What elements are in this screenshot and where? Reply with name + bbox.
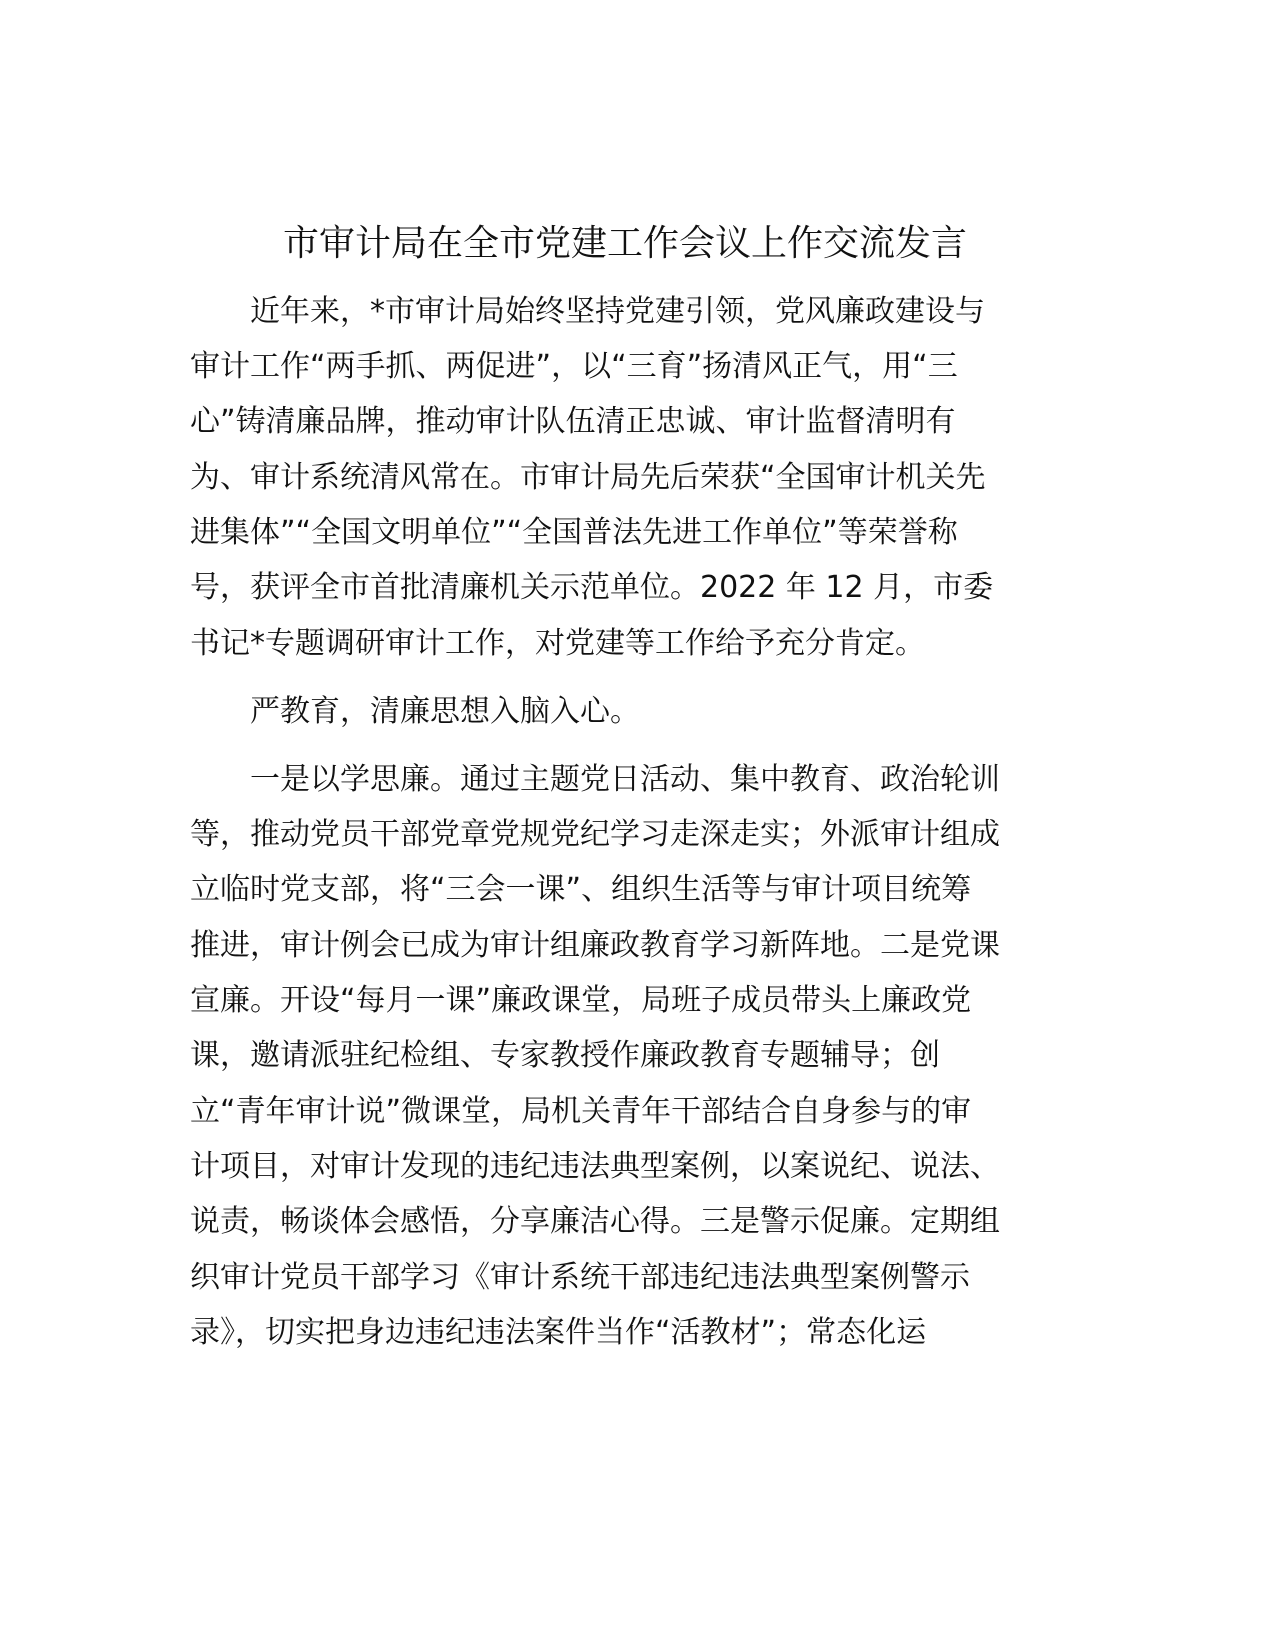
paragraph-2-line-8: 计项目，对审计发现的违纪违法典型案例，以案说纪、说法、	[190, 1149, 1000, 1184]
paragraph-1-line-4: 为、审计系统清风常在。市审计局先后荣获“全国审计机关先	[190, 460, 986, 495]
paragraph-2-line-3: 立临时党支部，将“三会一课”、组织生活等与审计项目统筹	[190, 872, 972, 907]
paragraph-1-line-3: 心”铸清廉品牌，推动审计队伍清正忠诚、审计监督清明有	[190, 404, 956, 439]
paragraph-2-line-10: 织审计党员干部学习《审计系统干部违纪违法典型案例警示	[190, 1260, 970, 1295]
paragraph-1-line-5: 进集体”“全国文明单位”“全国普法先进工作单位”等荣誉称	[190, 515, 958, 550]
paragraph-2-line-5: 宣廉。开设“每月一课”廉政课堂，局班子成员带头上廉政党	[190, 983, 972, 1018]
paragraph-2-line-9: 说责，畅谈体会感悟，分享廉洁心得。三是警示促廉。定期组	[190, 1204, 1000, 1239]
paragraph-2-line-7: 立“青年审计说”微课堂，局机关青年干部结合自身参与的审	[190, 1094, 972, 1129]
paragraph-2-line-11: 录》，切实把身边违纪违法案件当作“活教材”；常态化运	[190, 1315, 927, 1350]
paragraph-2-line-4: 推进，审计例会已成为审计组廉政教育学习新阵地。二是党课	[190, 928, 1000, 963]
paragraph-2-line-6: 课，邀请派驻纪检组、专家教授作廉政教育专题辅导；创	[190, 1038, 940, 1073]
paragraph-1-line-7: 书记*专题调研审计工作，对党建等工作给予充分肯定。	[190, 626, 925, 661]
paragraph-1-line-1: 近年来，*市审计局始终坚持党建引领，党风廉政建设与	[250, 294, 985, 329]
paragraph-1-line-6: 号，获评全市首批清廉机关示范单位。2022 年 12 月，市委	[190, 570, 994, 605]
paragraph-1-line-2: 审计工作“两手抓、两促进”，以“三育”扬清风正气，用“三	[190, 349, 958, 384]
section-heading: 严教育，清廉思想入脑入心。	[250, 694, 640, 729]
paragraph-2-line-2: 等，推动党员干部党章党规党纪学习走深走实；外派审计组成	[190, 817, 1000, 852]
document-title: 市审计局在全市党建工作会议上作交流发言	[282, 223, 967, 264]
paragraph-2-line-1: 一是以学思廉。通过主题党日活动、集中教育、政治轮训	[250, 762, 1000, 797]
